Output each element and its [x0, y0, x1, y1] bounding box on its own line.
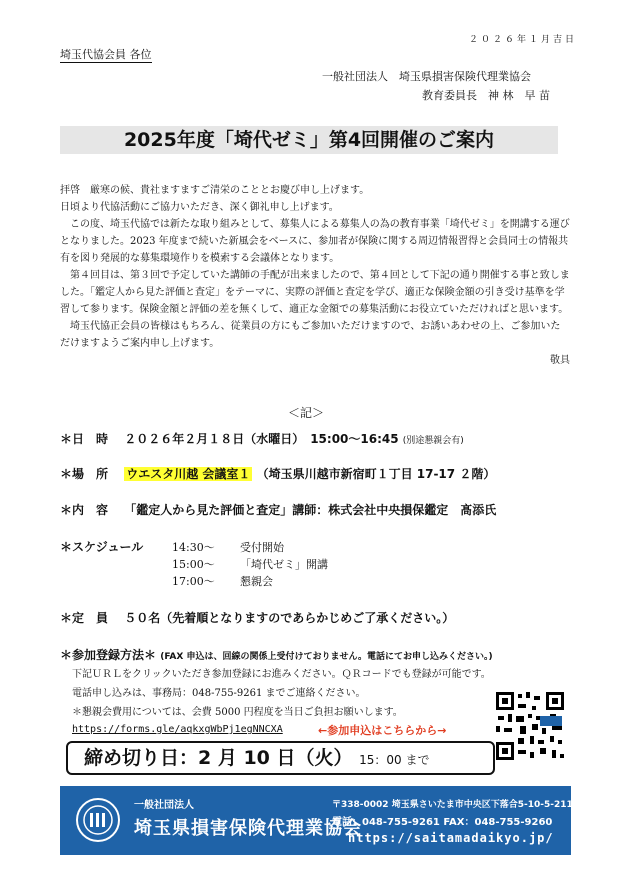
registration-row — [60, 646, 493, 663]
registration-note: (FAX 申込は、回線の関係上受付けておりません。電話にてお申し込みください。) — [160, 652, 493, 662]
content-value: 「鑑定人から見た評価と査定」講師：株式会社中央損保鑑定 髙添氏 — [124, 503, 497, 517]
schedule-event: 懇親会 — [240, 575, 273, 588]
schedule-time: 17:00～ — [172, 575, 215, 588]
deadline-time: 15：00 まで — [359, 753, 430, 767]
place-address: （埼玉県川越市新宿町１丁目 17-17 ２階） — [256, 467, 496, 481]
schedule-label: ＊スケジュール — [60, 540, 144, 554]
body-paragraph: 拝啓 厳寒の候、貴社ますますご清栄のこととお慶び申し上げます。 — [60, 185, 370, 196]
place-label: ＊場 所 — [60, 467, 109, 481]
schedule-event: 受付開始 — [240, 541, 284, 554]
body-paragraph: この度、埼玉代協では新たな取り組みとして、募集人による募集人の為の教育事業「埼代ゼミ」を開講する運びとなりました。2023 年度まで続いた新風会をベースに、参加者が保険に関する周辺情報習得と会員同士の情報共有を図り発展的な募集環境作りを模索する会議体となります。 — [60, 219, 570, 264]
body-paragraph: 埼玉代協正会員の皆様はもちろん、従業員の方にもご参加いただけますので、お誘いあわせの上、ご参加いただけますようご案内申し上げます。 — [60, 321, 561, 349]
body-paragraph: 日頃より代協活動にご協力いただき、深く御礼申し上げます。 — [60, 202, 339, 213]
capacity-label: ＊定 員 — [60, 611, 109, 625]
deadline-box — [66, 741, 495, 775]
footer-org-name: 埼玉県損害保険代理業協会 — [134, 818, 362, 839]
place-row — [60, 465, 495, 482]
letter-body — [60, 182, 570, 369]
sender-org: 一般社団法人 埼玉県損害保険代理業協会 — [322, 70, 531, 83]
footer-phone-fax: 電話：048-755-9261 FAX：048-755-9260 — [332, 817, 553, 828]
footer-website-link[interactable]: https://saitamadaikyo.jp/ — [348, 831, 554, 845]
schedule-event: 「埼代ゼミ」開講 — [240, 558, 328, 571]
document-title: 2025年度「埼代ゼミ」第4回開催のご案内 — [60, 126, 558, 154]
date-row — [60, 430, 464, 447]
capacity-value: ５０名（先着順となりますのであらかじめご了承ください。） — [124, 611, 455, 625]
date-label: ＊日 時 — [60, 432, 109, 446]
closing-keigu: 敬具 — [550, 355, 570, 366]
content-label: ＊内 容 — [60, 503, 109, 517]
date-note: (別途懇親会有) — [402, 436, 464, 446]
sender-chair: 教育委員長 神 林 早 苗 — [422, 89, 550, 102]
footer-banner — [60, 786, 571, 855]
registration-arrow: ←参加申込はこちらから→ — [318, 724, 447, 737]
registration-line: ＊懇親会費用については、会費 5000 円程度を当日ご負担お願いします。 — [72, 707, 403, 718]
association-logo-icon — [76, 798, 120, 842]
capacity-row — [60, 609, 454, 626]
registration-label: ＊参加登録方法＊ — [60, 648, 157, 662]
content-row — [60, 501, 496, 518]
ki-heading: ＜記＞ — [288, 406, 325, 420]
registration-link[interactable]: https://forms.gle/aqkxgWbPj1egNNCXA — [72, 724, 283, 735]
schedule-time: 14:30～ — [172, 541, 215, 554]
schedule-time: 15:00～ — [172, 558, 215, 571]
issue-date: ２０２６年１月吉日 — [468, 35, 577, 45]
date-value: ２０２６年２月１８日（水曜日） 15:00～16:45 — [124, 432, 399, 446]
footer-address: 〒338-0002 埼玉県さいたま市中央区下落合5-10-5-211 — [332, 800, 573, 810]
place-value: ウエスタ川越 会議室１ — [126, 467, 251, 481]
deadline-date: 締め切り日：2 月 10 日（火） — [84, 747, 353, 769]
registration-line: 電話申し込みは、事務局：048-755-9261 までご連絡ください。 — [72, 688, 366, 699]
addressee: 埼玉代協会員 各位 — [60, 48, 152, 61]
body-paragraph: 第４回目は、第３回で予定していた講師の手配が出来ましたので、第４回として下記の通り開催する事と致しました。「鑑定人から見た評価と査定」をテーマに、実際の評価と査定を学び、適正な保険金額の引き受け基準を学習して参ります。保険金額と評価の差を無くして、適正な金額での募集活動にお役立ていただければと思います。 — [60, 270, 570, 315]
qr-code-icon[interactable] — [494, 690, 566, 762]
footer-org-type: 一般社団法人 — [134, 800, 194, 811]
registration-line: 下記ＵＲＬをクリックいただき参加登録にお進みください。ＱＲコードでも登録が可能です。 — [72, 669, 491, 680]
